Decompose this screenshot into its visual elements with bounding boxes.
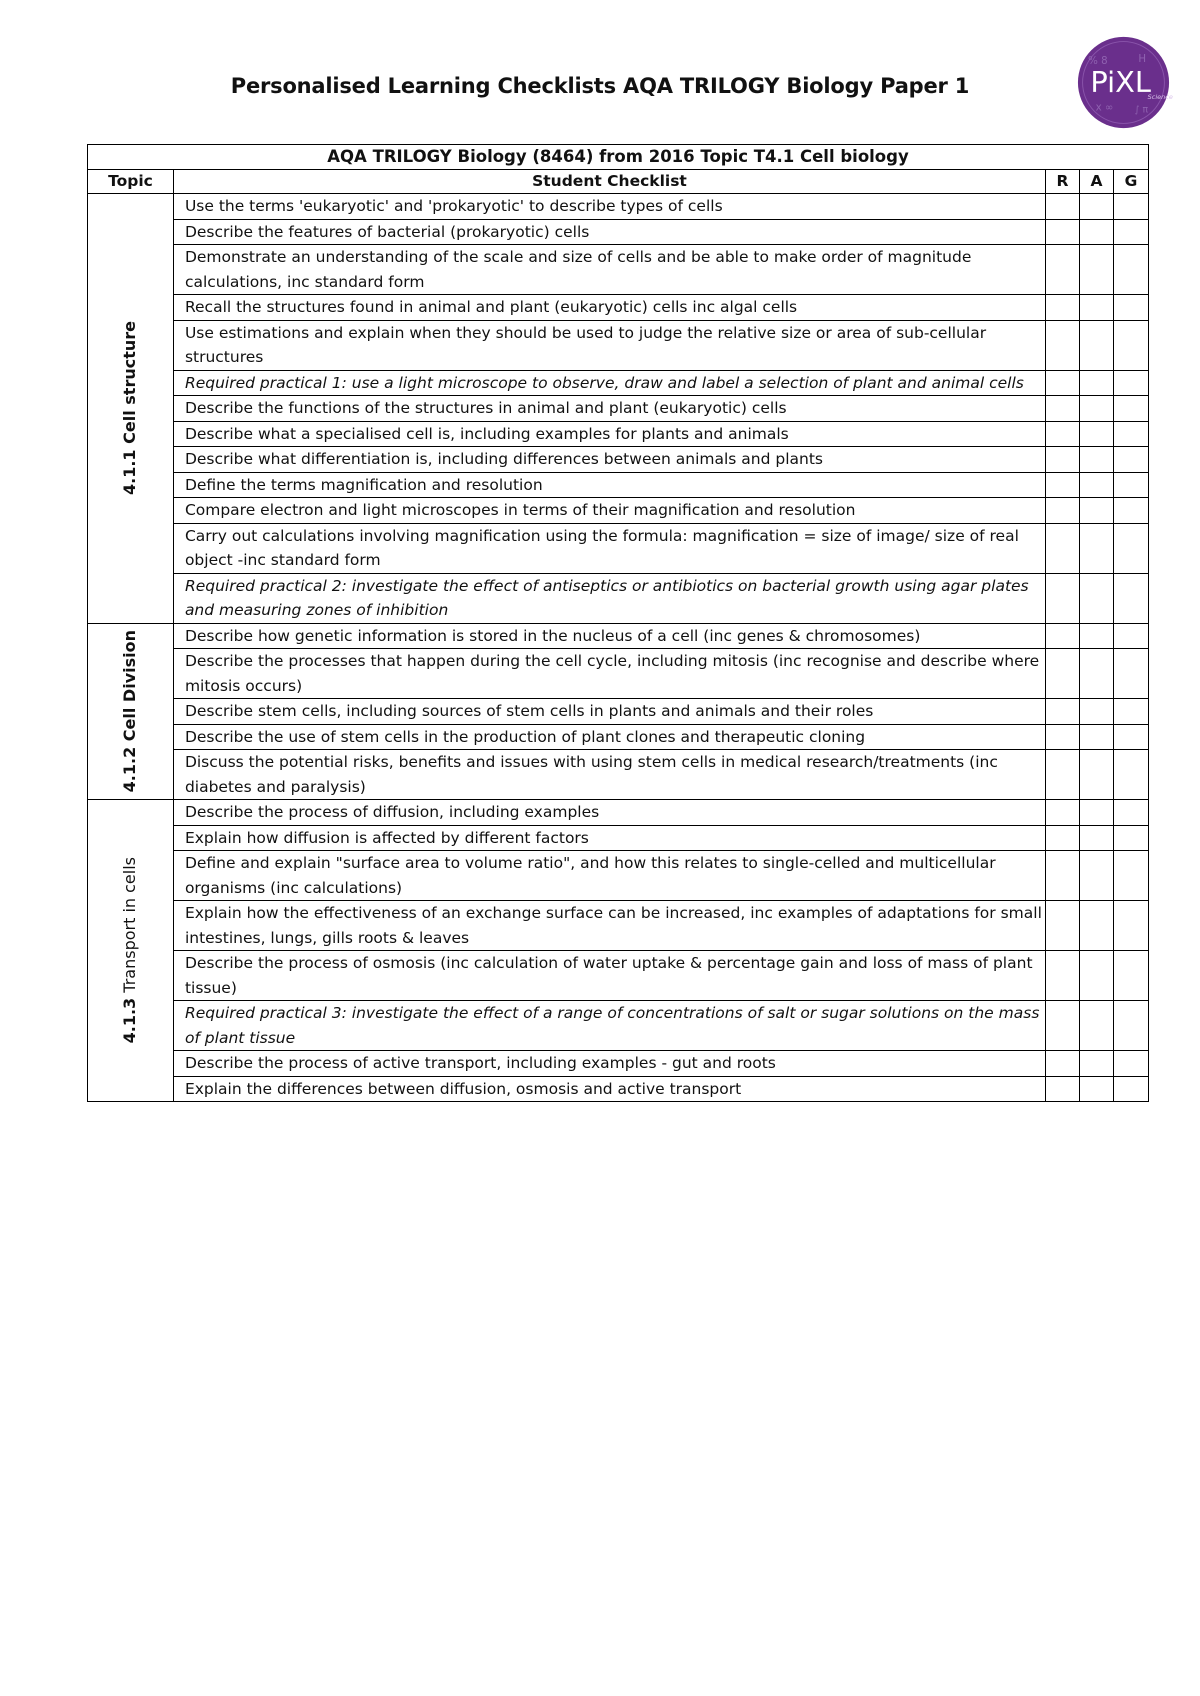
checklist-item: Use estimations and explain when they should be used to judge the relative size or area of sub-cellular structures: [173, 320, 1045, 370]
rag-cell-r[interactable]: [1046, 851, 1080, 901]
table-row: [88, 498, 1149, 524]
checklist-item: Describe stem cells, including sources of stem cells in plants and animals and their roles: [173, 699, 1045, 725]
topic-group-cell: [88, 194, 174, 624]
table-row: [88, 825, 1149, 851]
svg-text:x ∞: x ∞: [1095, 102, 1114, 114]
table-banner-row: [88, 145, 1149, 170]
header-r: R: [1046, 170, 1080, 194]
table-row: [88, 523, 1149, 573]
rag-cell-a[interactable]: [1079, 1001, 1113, 1051]
rag-cell-a[interactable]: [1079, 851, 1113, 901]
topic-group-cell: [88, 800, 174, 1102]
rag-cell-r[interactable]: [1046, 396, 1080, 422]
rag-cell-g[interactable]: [1113, 421, 1148, 447]
table-row: [88, 194, 1149, 220]
rag-cell-g[interactable]: [1113, 396, 1148, 422]
checklist-item: Define and explain "surface area to volume ratio", and how this relates to single-celled and multicellular organisms (inc calculations): [173, 851, 1045, 901]
rag-cell-a[interactable]: [1079, 194, 1113, 220]
rag-cell-r[interactable]: [1046, 1001, 1080, 1051]
cell-biology-checklist-table: [87, 144, 1149, 1102]
rag-cell-r[interactable]: [1046, 800, 1080, 826]
rag-cell-a[interactable]: [1079, 623, 1113, 649]
svg-text:% 8: % 8: [1088, 55, 1108, 67]
rag-cell-a[interactable]: [1079, 523, 1113, 573]
checklist-item: Describe the use of stem cells in the production of plant clones and therapeutic cloning: [173, 724, 1045, 750]
checklist-item: Describe how genetic information is stored in the nucleus of a cell (inc genes & chromosomes): [173, 623, 1045, 649]
page-title: Personalised Learning Checklists AQA TRILOGY Biology Paper 1: [230, 74, 970, 98]
rag-cell-r[interactable]: [1046, 523, 1080, 573]
rag-cell-r[interactable]: [1046, 245, 1080, 295]
rag-cell-r[interactable]: [1046, 320, 1080, 370]
rag-cell-g[interactable]: [1113, 951, 1148, 1001]
rag-cell-g[interactable]: [1113, 447, 1148, 473]
table-row: [88, 396, 1149, 422]
rag-cell-g[interactable]: [1113, 370, 1148, 396]
header-g: G: [1113, 170, 1148, 194]
table-row: [88, 421, 1149, 447]
rag-cell-g[interactable]: [1113, 245, 1148, 295]
rag-cell-g[interactable]: [1113, 472, 1148, 498]
header-topic: Topic: [88, 170, 174, 194]
topic-group-cell: [88, 623, 174, 800]
checklist-item: Explain the differences between diffusion, osmosis and active transport: [173, 1076, 1045, 1102]
rag-cell-r[interactable]: [1046, 623, 1080, 649]
table-banner: AQA TRILOGY Biology (8464) from 2016 Topic T4.1 Cell biology: [88, 145, 1149, 170]
rag-cell-r[interactable]: [1046, 1051, 1080, 1077]
checklist-item: Describe what a specialised cell is, including examples for plants and animals: [173, 421, 1045, 447]
rag-cell-r[interactable]: [1046, 649, 1080, 699]
rag-cell-r[interactable]: [1046, 901, 1080, 951]
table-row: [88, 573, 1149, 623]
rag-cell-r[interactable]: [1046, 472, 1080, 498]
checklist-item: Describe what differentiation is, including differences between animals and plants: [173, 447, 1045, 473]
rag-cell-a[interactable]: [1079, 447, 1113, 473]
table-row: [88, 472, 1149, 498]
table-row: [88, 901, 1149, 951]
rag-cell-a[interactable]: [1079, 421, 1113, 447]
rag-cell-a[interactable]: [1079, 724, 1113, 750]
rag-cell-a[interactable]: [1079, 649, 1113, 699]
rag-cell-a[interactable]: [1079, 472, 1113, 498]
rag-cell-a[interactable]: [1079, 245, 1113, 295]
rag-cell-r[interactable]: [1046, 447, 1080, 473]
rag-cell-r[interactable]: [1046, 194, 1080, 220]
rag-cell-g[interactable]: [1113, 1001, 1148, 1051]
table-row: [88, 750, 1149, 800]
logo-text: PiXL: [1090, 64, 1151, 99]
rag-cell-r[interactable]: [1046, 219, 1080, 245]
rag-cell-a[interactable]: [1079, 951, 1113, 1001]
rag-cell-a[interactable]: [1079, 320, 1113, 370]
checklist-item: Demonstrate an understanding of the scale and size of cells and be able to make order of magnitude calculations, inc standard form: [173, 245, 1045, 295]
checklist-item: Explain how diffusion is affected by different factors: [173, 825, 1045, 851]
table-row: [88, 1076, 1149, 1102]
rag-cell-a[interactable]: [1079, 1076, 1113, 1102]
checklist-item: Define the terms magnification and resolution: [173, 472, 1045, 498]
rag-cell-a[interactable]: [1079, 295, 1113, 321]
table-row: [88, 320, 1149, 370]
table-row: [88, 699, 1149, 725]
rag-cell-r[interactable]: [1046, 573, 1080, 623]
rag-cell-g[interactable]: [1113, 295, 1148, 321]
rag-cell-g[interactable]: [1113, 724, 1148, 750]
rag-cell-r[interactable]: [1046, 951, 1080, 1001]
topic-label-number: 4.1.3: [120, 998, 140, 1044]
rag-cell-a[interactable]: [1079, 573, 1113, 623]
rag-cell-a[interactable]: [1079, 825, 1113, 851]
table-row: [88, 649, 1149, 699]
rag-cell-a[interactable]: [1079, 219, 1113, 245]
rag-cell-a[interactable]: [1079, 800, 1113, 826]
rag-cell-g[interactable]: [1113, 1076, 1148, 1102]
rag-cell-r[interactable]: [1046, 498, 1080, 524]
rag-cell-r[interactable]: [1046, 421, 1080, 447]
checklist-item: Describe the process of osmosis (inc calculation of water uptake & percentage gain and loss of mass of plant tissue): [173, 951, 1045, 1001]
topic-group-label: [118, 857, 142, 1043]
checklist-item: Describe the process of active transport, including examples - gut and roots: [173, 1051, 1045, 1077]
rag-cell-g[interactable]: [1113, 320, 1148, 370]
checklist-item: Carry out calculations involving magnification using the formula: magnification = size of image/ size of real object -inc standard form: [173, 523, 1045, 573]
topic-group-label: 4.1.1 Cell structure: [120, 321, 140, 496]
topic-group-label: 4.1.2 Cell Division: [120, 630, 140, 793]
topic-label-text: Transport in cells: [120, 857, 140, 999]
table-row: [88, 951, 1149, 1001]
rag-cell-g[interactable]: [1113, 800, 1148, 826]
rag-cell-g[interactable]: [1113, 498, 1148, 524]
rag-cell-r[interactable]: [1046, 699, 1080, 725]
checklist-item: Use the terms 'eukaryotic' and 'prokaryotic' to describe types of cells: [173, 194, 1045, 220]
rag-cell-g[interactable]: [1113, 699, 1148, 725]
checklist-item: Describe the processes that happen during the cell cycle, including mitosis (inc recognise and describe where mitosis occurs): [173, 649, 1045, 699]
rag-cell-r[interactable]: [1046, 750, 1080, 800]
table-row: [88, 370, 1149, 396]
rag-cell-g[interactable]: [1113, 523, 1148, 573]
table-row: [88, 1051, 1149, 1077]
checklist-item: Describe the functions of the structures in animal and plant (eukaryotic) cells: [173, 396, 1045, 422]
checklist-item: Required practical 3: investigate the effect of a range of concentrations of salt or sugar solutions on the mass of plant tissue: [173, 1001, 1045, 1051]
checklist-item: Describe the process of diffusion, including examples: [173, 800, 1045, 826]
rag-cell-a[interactable]: [1079, 370, 1113, 396]
table-row: [88, 800, 1149, 826]
table-row: [88, 219, 1149, 245]
rag-cell-r[interactable]: [1046, 825, 1080, 851]
rag-cell-r[interactable]: [1046, 724, 1080, 750]
checklist-item: Required practical 2: investigate the effect of antiseptics or antibiotics on bacterial growth using agar plates and measuring zones of inhibition: [173, 573, 1045, 623]
table-row: [88, 851, 1149, 901]
logo-subtext: Science: [1147, 93, 1173, 102]
table-row: [88, 447, 1149, 473]
rag-cell-g[interactable]: [1113, 573, 1148, 623]
rag-cell-g[interactable]: [1113, 750, 1148, 800]
checklist-item: Compare electron and light microscopes in terms of their magnification and resolution: [173, 498, 1045, 524]
rag-cell-a[interactable]: [1079, 901, 1113, 951]
rag-cell-a[interactable]: [1079, 396, 1113, 422]
rag-cell-g[interactable]: [1113, 851, 1148, 901]
rag-cell-r[interactable]: [1046, 1076, 1080, 1102]
rag-cell-g[interactable]: [1113, 194, 1148, 220]
rag-cell-g[interactable]: [1113, 219, 1148, 245]
checklist-item: Explain how the effectiveness of an exchange surface can be increased, inc examples of adaptations for small intestines, lungs, gills roots & leaves: [173, 901, 1045, 951]
pixl-logo: [1077, 36, 1173, 129]
svg-text:∫ π: ∫ π: [1134, 104, 1149, 116]
table-row: [88, 1001, 1149, 1051]
rag-cell-g[interactable]: [1113, 623, 1148, 649]
table-row: [88, 245, 1149, 295]
header-a: A: [1079, 170, 1113, 194]
checklist-item: Describe the features of bacterial (prokaryotic) cells: [173, 219, 1045, 245]
rag-cell-r[interactable]: [1046, 370, 1080, 396]
checklist-item: Discuss the potential risks, benefits and issues with using stem cells in medical research/treatments (inc diabetes and paralysis): [173, 750, 1045, 800]
rag-cell-a[interactable]: [1079, 750, 1113, 800]
rag-cell-r[interactable]: [1046, 295, 1080, 321]
rag-cell-g[interactable]: [1113, 649, 1148, 699]
checklist-item: Required practical 1: use a light microscope to observe, draw and label a selection of plant and animal cells: [173, 370, 1045, 396]
rag-cell-a[interactable]: [1079, 498, 1113, 524]
table-row: [88, 724, 1149, 750]
rag-cell-g[interactable]: [1113, 901, 1148, 951]
rag-cell-a[interactable]: [1079, 699, 1113, 725]
table-header-row: [88, 170, 1149, 194]
checklist-item: Recall the structures found in animal and plant (eukaryotic) cells inc algal cells: [173, 295, 1045, 321]
svg-text:H: H: [1138, 54, 1147, 66]
rag-cell-a[interactable]: [1079, 1051, 1113, 1077]
rag-cell-g[interactable]: [1113, 825, 1148, 851]
rag-cell-g[interactable]: [1113, 1051, 1148, 1077]
header-student-checklist: Student Checklist: [173, 170, 1045, 194]
table-row: [88, 295, 1149, 321]
table-row: [88, 623, 1149, 649]
